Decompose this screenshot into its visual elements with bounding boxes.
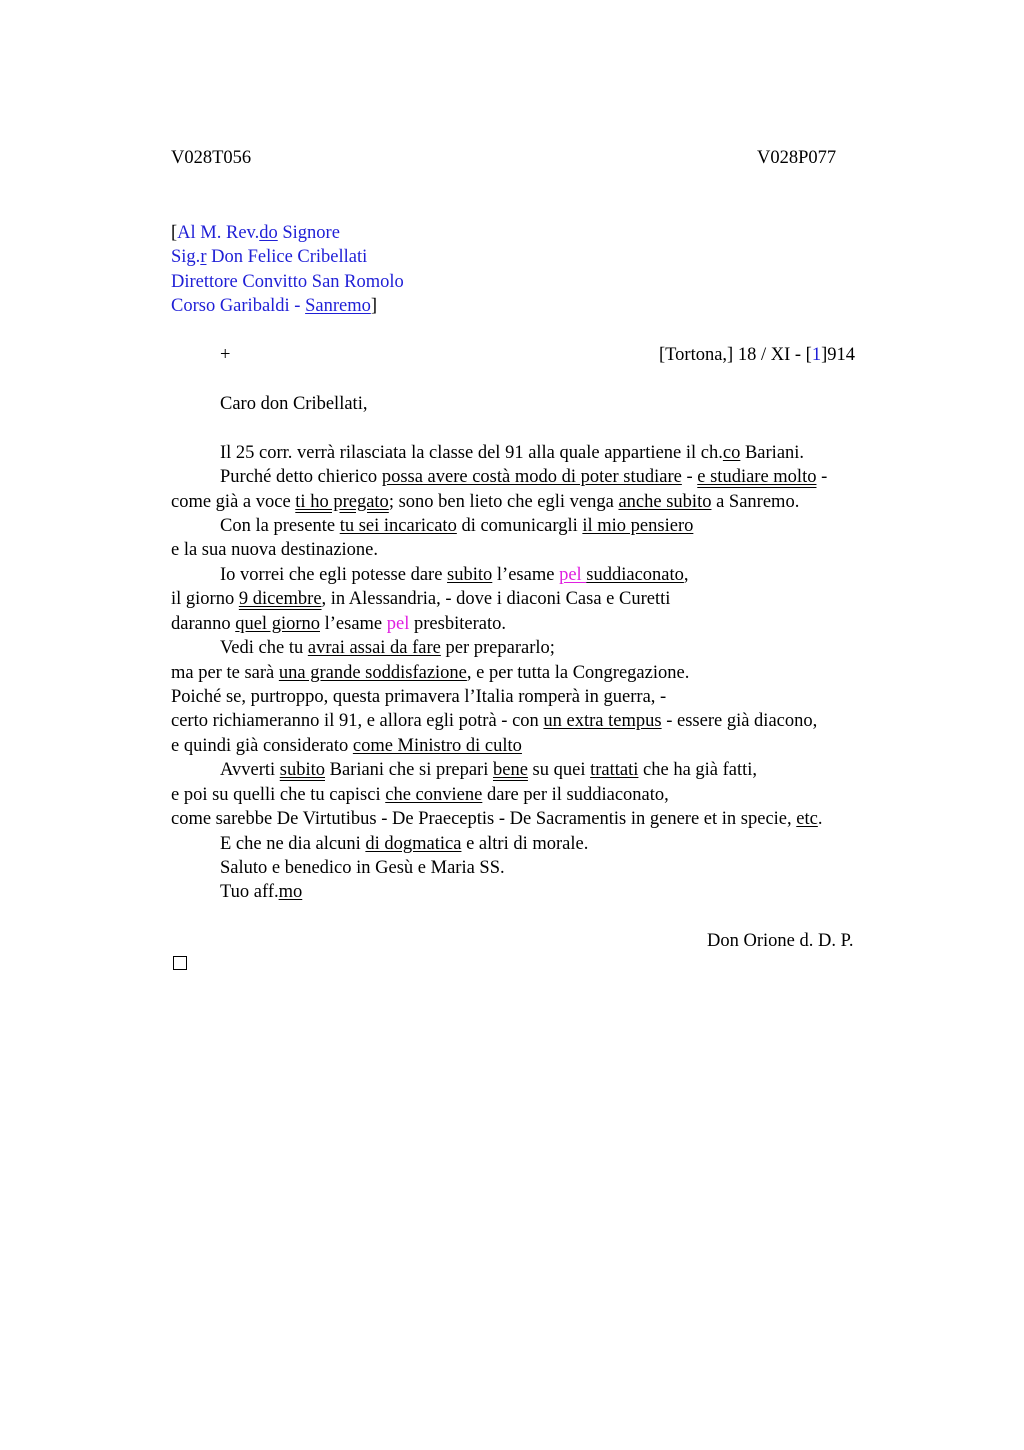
body-line: Avverti subito Bariani che si prepari bene su quei trattati che ha già fatti,: [220, 760, 758, 780]
body-line: e la sua nuova destinazione.: [171, 540, 379, 560]
body-line: Con la presente tu sei incaricato di comunicargli il mio pensiero: [220, 516, 694, 536]
body-line: come sarebbe De Virtutibus - De Praeceptis - De Sacramentis in genere et in specie, etc.: [171, 809, 823, 829]
body-line: daranno quel giorno l’esame pel presbiterato.: [171, 614, 506, 634]
body-line: Poiché se, purtroppo, questa primavera l’Italia romperà in guerra, -: [171, 687, 667, 707]
address-line: Sig.r Don Felice Cribellati: [171, 247, 368, 267]
body-line: Io vorrei che egli potesse dare subito l’esame pel suddiaconato,: [220, 565, 689, 585]
cross-mark: +: [220, 345, 231, 365]
body-line: ma per te sarà una grande soddisfazione, e per tutta la Congregazione.: [171, 663, 690, 683]
body-line: certo richiameranno il 91, e allora egli potrà - con un extra tempus - essere già diacono,: [171, 711, 818, 731]
body-line: Il 25 corr. verrà rilasciata la classe del 91 alla quale appartiene il ch.co Bariani.: [220, 443, 805, 463]
letter-date: [Tortona,] 18 / XI - [1]914: [659, 345, 855, 365]
salutation: Caro don Cribellati,: [220, 394, 368, 414]
address-line: Direttore Convitto San Romolo: [171, 272, 404, 292]
body-line: e poi su quelli che tu capisci che conviene dare per il suddiaconato,: [171, 785, 669, 805]
end-of-document-box-icon: [173, 956, 187, 970]
address-line: Corso Garibaldi - Sanremo]: [171, 296, 378, 316]
body-line: come già a voce ti ho pregato; sono ben lieto che egli venga anche subito a Sanremo.: [171, 492, 800, 512]
body-line: e quindi già considerato come Ministro di culto: [171, 736, 522, 756]
document-code-right: V028P077: [757, 148, 837, 168]
body-line: Vedi che tu avrai assai da fare per prepararlo;: [220, 638, 555, 658]
document-code-left: V028T056: [171, 148, 252, 168]
body-line: Saluto e benedico in Gesù e Maria SS.: [220, 858, 505, 878]
body-line: Purché detto chierico possa avere costà modo di poter studiare - e studiare molto -: [220, 467, 828, 487]
closing-line: Tuo aff.mo: [220, 882, 303, 902]
signature: Don Orione d. D. P.: [707, 931, 854, 951]
address-line: [Al M. Rev.do Signore: [171, 223, 340, 243]
body-line: il giorno 9 dicembre, in Alessandria, - dove i diaconi Casa e Curetti: [171, 589, 671, 609]
body-line: E che ne dia alcuni di dogmatica e altri di morale.: [220, 834, 589, 854]
